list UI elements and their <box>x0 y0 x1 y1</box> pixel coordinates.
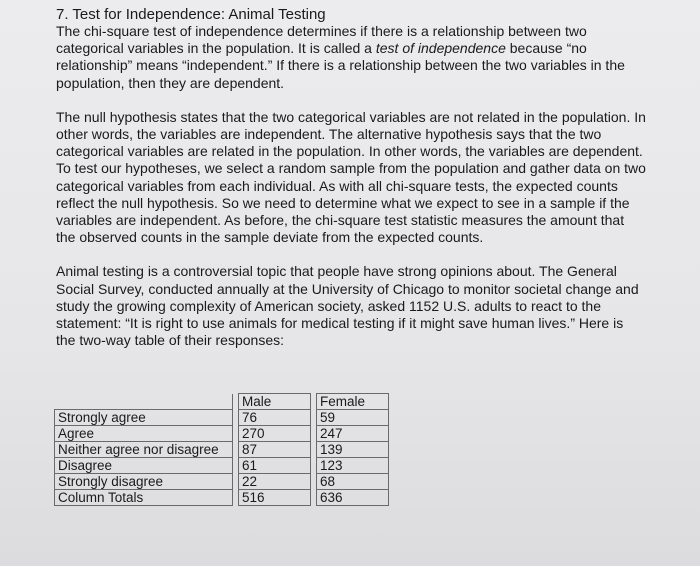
row-label: Column Totals <box>55 490 233 506</box>
cell-female: 123 <box>317 458 389 474</box>
table-row-totals <box>55 490 389 506</box>
paragraph-intro <box>56 23 646 92</box>
cell-male: 76 <box>239 410 311 426</box>
row-label: Strongly disagree <box>55 474 233 490</box>
row-label: Neither agree nor disagree <box>55 442 233 458</box>
table-header-row <box>55 394 389 410</box>
question-title: 7. Test for Independence: Animal Testing <box>56 6 326 23</box>
paragraph-intro-part2: because “no relationship” means “independent.” If there is a relationship between the two variables in the population, then they are dependent. <box>56 40 625 91</box>
cell-female: 68 <box>317 474 389 490</box>
header-male: Male <box>239 394 311 410</box>
cell-male: 87 <box>239 442 311 458</box>
table-row <box>55 442 389 458</box>
paragraph-animal-testing: Animal testing is a controversial topic that people have strong opinions about. The General Social Survey, conducted annually at the University of Chicago to monitor societal change and study the growing complexity of American society, asked 1152 U.S. adults to react to the statement: “It is right to use animals for medical testing if it might save human lives.” Here is the two-way table of their responses: <box>56 263 639 349</box>
cell-female: 59 <box>317 410 389 426</box>
header-female: Female <box>317 394 389 410</box>
two-way-table <box>54 393 389 506</box>
table-row <box>55 426 389 442</box>
table-row <box>55 474 389 490</box>
cell-female: 139 <box>317 442 389 458</box>
paragraph-hypotheses: The null hypothesis states that the two categorical variables are not related in the population. In other words, the variables are independent. The alternative hypothesis says that the two categorical variables are related in the population. In other words, the variables are dependent. To test our hypotheses, we select a random sample from the population and gather data on two categorical variables from each individual. As with all chi-square tests, the expected counts reflect the null hypothesis. So we need to determine what we expect to see in a sample if the variables are independent. As before, the chi-square test statistic measures the amount that the observed counts in the sample deviate from the expected counts. <box>56 108 646 246</box>
cell-male: 270 <box>239 426 311 442</box>
row-label: Disagree <box>55 458 233 474</box>
row-label: Strongly agree <box>55 410 233 426</box>
cell-female: 247 <box>317 426 389 442</box>
table-row <box>55 410 389 426</box>
table-row <box>55 458 389 474</box>
cell-male: 22 <box>239 474 311 490</box>
cell-female-total: 636 <box>317 490 389 506</box>
row-label: Agree <box>55 426 233 442</box>
document-content <box>56 6 646 349</box>
paragraph-intro-part1: The chi-square test of independence determines if there is a relationship between two categorical variables in the population. It is called a <box>56 23 587 57</box>
cell-male: 61 <box>239 458 311 474</box>
paragraph-intro-italic: test of independence <box>375 40 506 57</box>
table-corner-cell <box>55 394 233 410</box>
cell-male-total: 516 <box>239 490 311 506</box>
